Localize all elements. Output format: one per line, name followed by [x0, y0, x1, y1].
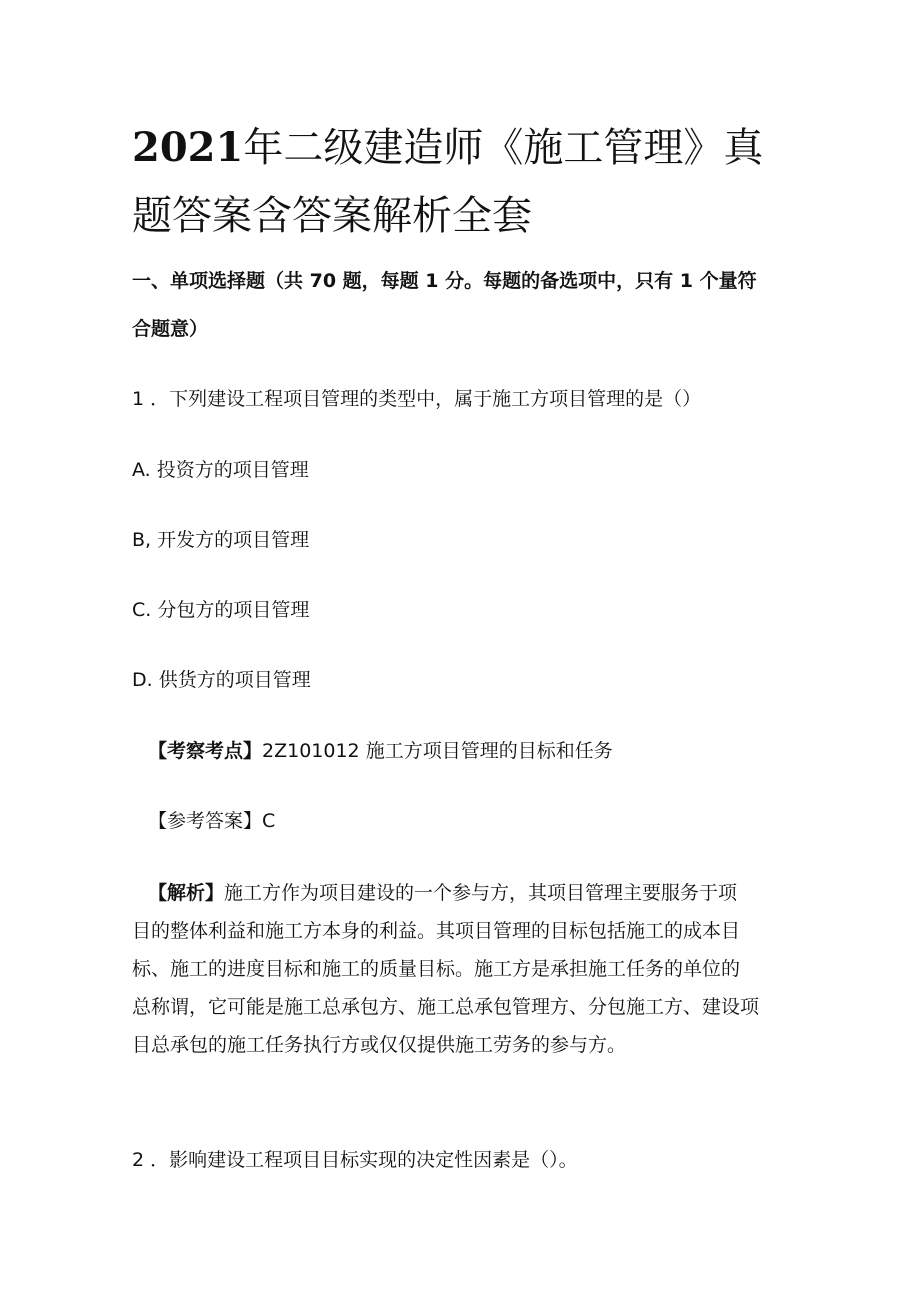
title-text-line1: 年二级建造师《施工管理》真	[243, 125, 764, 171]
question-1-knowledge-point	[148, 736, 613, 763]
question-1-option-b: B, 开发方的项目管理	[132, 529, 310, 551]
explanation-line: 标、施工的进度目标和施工的质量目标。施工方是承担施工任务的单位的	[132, 958, 741, 980]
section-heading-line2: 合题意）	[132, 318, 209, 340]
explanation-line: 【解析】施工方作为项目建设的一个参与方，其项目管理主要服务于项	[148, 882, 738, 904]
question-2-stem: 2 ．影响建设工程项目目标实现的决定性因素是（）。	[132, 1149, 578, 1171]
explanation-label: 【解析】	[148, 882, 225, 904]
answer-label: 【参考答案】	[148, 810, 263, 832]
knowledge-label: 【考察考点】	[148, 740, 263, 762]
document-title-line2	[132, 180, 792, 252]
explanation-line: 目的整体利益和施工方本身的利益。其项目管理的目标包括施工的成本目	[132, 920, 741, 942]
section-heading-line1: 一、单项选择题（共 70 题，每题 1 分。每题的备选项中，只有 1 个量符	[132, 270, 757, 292]
answer-text: C	[262, 810, 276, 832]
question-1-explanation	[132, 874, 792, 1064]
explanation-line: 总称谓，它可能是施工总承包方、施工总承包管理方、分包施工方、建设项	[132, 996, 760, 1018]
question-1-answer	[148, 806, 275, 833]
title-text-line2: 题答案含答案解析全套	[132, 193, 532, 239]
document-title-line1	[132, 112, 792, 184]
question-1-stem: 1 ．下列建设工程项目管理的类型中，属于施工方项目管理的是（）	[132, 388, 702, 410]
question-1-option-c: C. 分包方的项目管理	[132, 599, 310, 621]
knowledge-text: 2Z101012 施工方项目管理的目标和任务	[262, 740, 613, 762]
question-1-option-a: A. 投资方的项目管理	[132, 459, 309, 481]
explanation-line: 目总承包的施工任务执行方或仅仅提供施工劳务的参与方。	[132, 1034, 627, 1056]
question-1-option-d: D. 供货方的项目管理	[132, 669, 311, 691]
title-year: 2021	[132, 124, 244, 171]
